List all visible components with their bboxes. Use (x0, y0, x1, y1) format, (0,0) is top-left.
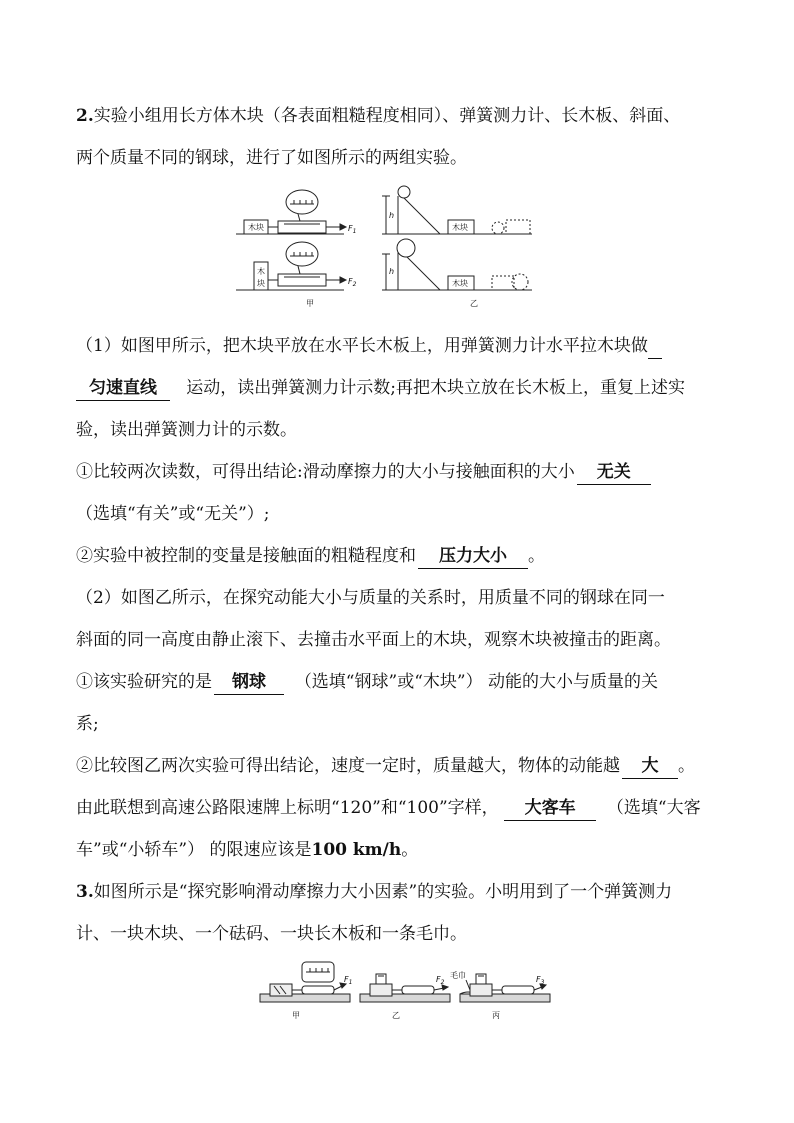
q2-p2-q1-line2: 系; (76, 714, 99, 734)
fig-label-h-2: h (389, 267, 395, 276)
steel-ball-large (397, 239, 415, 257)
answer-pressure: 压力大小 (418, 544, 528, 569)
answer-uniform-linear: 匀速直线 (76, 376, 170, 401)
q2-p2-q1-hint: （选填“钢球”或“木块”） 动能的大小与质量的关 (294, 672, 658, 692)
q2-p2-line2: 斜面的同一高度由静止滚下、去撞击水平面上的木块，观察木块被撞击的距离。 (76, 630, 671, 650)
q2-p1-q1-hint: （选填“有关”或“无关”）; (76, 504, 270, 524)
q2-p1-text1: （1）如图甲所示，把木块平放在水平长木板上，用弹簧测力计水平拉木块做 (76, 336, 648, 356)
q2-p1-q2-end: 。 (528, 546, 545, 566)
q2-p1-q2-text: ②实验中被控制的变量是接触面的粗糙程度和 (76, 546, 416, 566)
fig-label-h-1: h (389, 211, 395, 220)
steel-ball-small (398, 186, 410, 198)
q2-p1-line3: 验，读出弹簧测力计的示数。 (76, 420, 297, 440)
spring-scale-yi (402, 986, 434, 994)
q2-p2-q3-hint: （选填“大客 (606, 798, 701, 818)
q3-intro-text1: 如图所示是“探究影响滑动摩擦力大小因素”的实验。小明用到了一个弹簧测力 (93, 882, 673, 902)
q2-p2-q3-text: 由此联想到高速公路限速牌上标明“120”和“100”字样， (76, 798, 499, 818)
q2-p2-q3-end: 。 (401, 840, 419, 860)
scale-zoom-bubble-1 (286, 190, 318, 214)
fig-label-wood-1: 木块 (248, 223, 264, 232)
q2-intro-line2: 两个质量不同的钢球，进行了如图所示的两组实验。 (76, 148, 467, 168)
spring-scale-jia (302, 986, 334, 994)
speed-limit-value: 100 km/h (311, 840, 402, 860)
q2-p2-q3-text2: 车”或“小轿车”） 的限速应该是 (76, 840, 312, 860)
q3-fig-towel: 毛巾 (450, 971, 466, 980)
q3-intro-line2: 计、一块木块、一个砝码、一块长木板和一条毛巾。 (76, 924, 467, 944)
q2-p1-q1 (76, 460, 651, 485)
spring-scale-bing (502, 986, 534, 994)
q2-number: 2. (76, 106, 94, 126)
fig-label-wood-v2: 块 (257, 279, 265, 288)
fig-label-wood-yi-1: 木块 (452, 223, 468, 232)
fig-label-yi: 乙 (470, 299, 478, 308)
q2-p1-text2: 运动，读出弹簧测力计示数;再把木块立放在长木板上，重复上述实 (186, 378, 685, 398)
q3-fig-label-yi: 乙 (392, 1011, 400, 1020)
q2-intro-line1 (76, 104, 680, 128)
q2-intro-text1: 实验小组用长方体木块（各表面粗糙程度相同）、弹簧测力计、长木板、斜面、 (93, 106, 681, 126)
q3-fig-f2: $F_2$ (436, 975, 445, 986)
q2-p2-q2-end: 。 (678, 756, 695, 776)
q3-fig-f1: $F_1$ (344, 975, 353, 986)
q2-p1-line2 (76, 376, 685, 401)
blank-start (648, 334, 662, 359)
q3-number: 3. (76, 882, 94, 902)
q2-p1-q2 (76, 544, 545, 569)
q3-intro-line1 (76, 880, 672, 904)
q2-p1-q1-text: ①比较两次读数，可得出结论:滑动摩擦力的大小与接触面积的大小 (76, 462, 575, 482)
block-jia (270, 984, 292, 996)
q3-fig-label-jia: 甲 (292, 1011, 300, 1020)
q3-figure (256, 958, 556, 1024)
answer-steel-ball: 钢球 (214, 670, 284, 695)
q3-fig-f3: $F_3$ (536, 975, 545, 986)
fig-label-f1: $F_1$ (348, 224, 357, 235)
q3-fig-label-bing: 丙 (492, 1011, 500, 1020)
fig-label-wood-yi-2: 木块 (452, 279, 468, 288)
q2-p2-q3-line2 (76, 838, 418, 862)
spring-scale-2 (278, 274, 326, 286)
spring-scale-1 (278, 221, 326, 233)
block-yi (370, 984, 392, 996)
q2-p2-q1-text: ①该实验研究的是 (76, 672, 212, 692)
q2-p2-line1: （2）如图乙所示，在探究动能大小与质量的关系时，用质量不同的钢球在同一 (76, 588, 665, 608)
q2-figure (234, 182, 540, 308)
q2-p2-q1 (76, 670, 658, 695)
q2-p1-line1 (76, 334, 662, 359)
answer-unrelated: 无关 (577, 460, 651, 485)
answer-bus: 大客车 (504, 796, 596, 821)
q2-p2-q3 (76, 796, 701, 821)
fig-label-jia: 甲 (306, 299, 314, 308)
block-bing (470, 984, 492, 996)
q2-p2-q2 (76, 754, 695, 779)
answer-large: 大 (622, 754, 678, 779)
q2-p2-q2-text: ②比较图乙两次实验可得出结论，速度一定时，质量越大，物体的动能越 (76, 756, 620, 776)
scale-zoom-bubble-2 (286, 242, 318, 266)
fig-label-wood-v1: 木 (257, 267, 265, 276)
fig-label-f2: $F_2$ (348, 277, 357, 288)
